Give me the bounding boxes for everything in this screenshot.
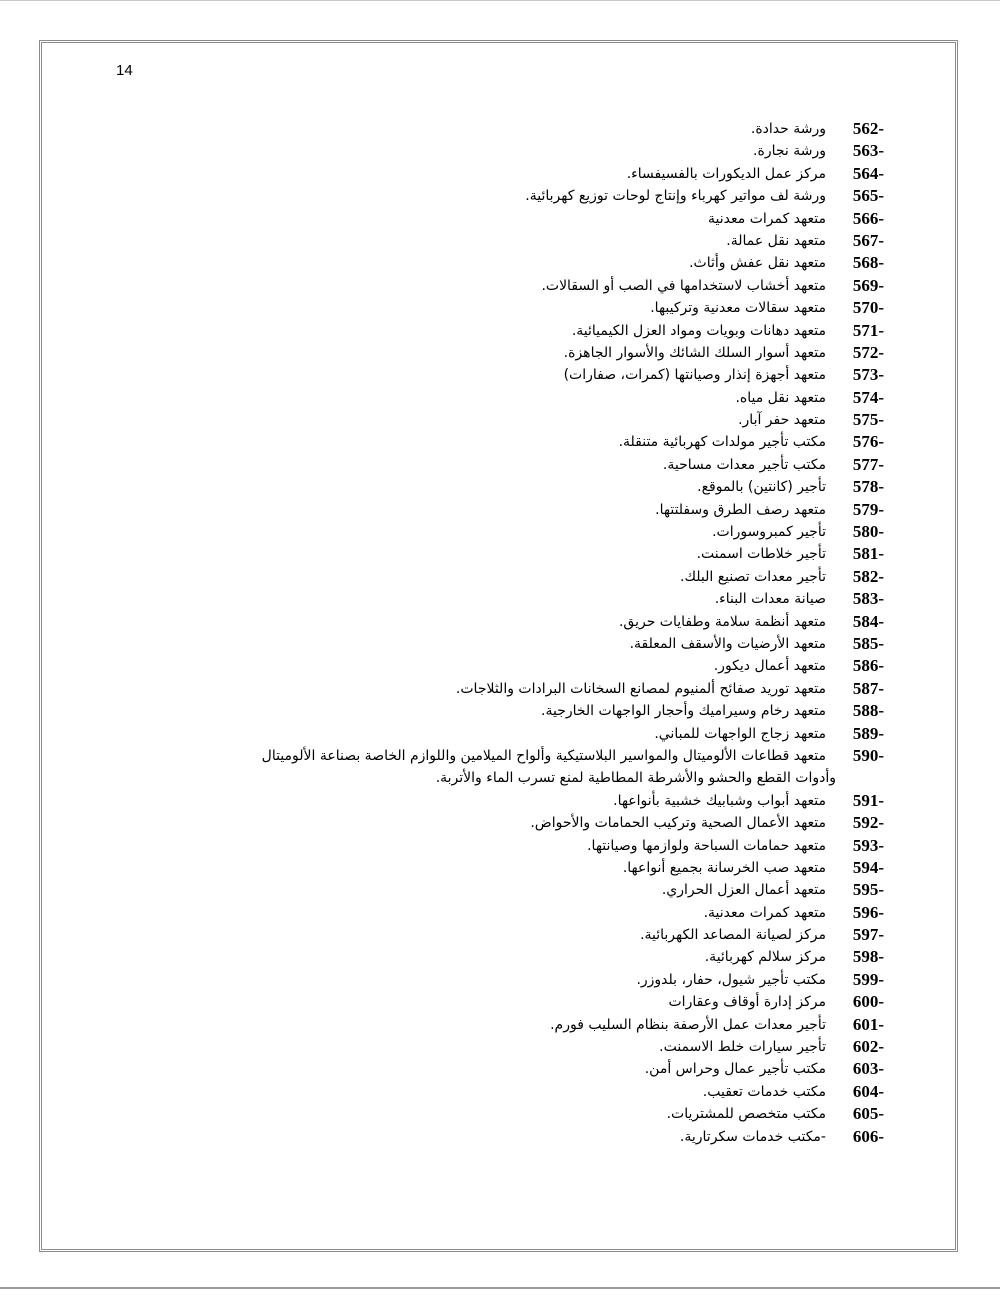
item-number: 603- [852,1059,884,1079]
item-text: متعهد أنظمة سلامة وطفايات حريق. [618,613,826,630]
bottom-edge-rule [0,1287,1000,1289]
list-item [0,297,1000,319]
list-item [0,723,1000,745]
item-text: متعهد أعمال ديكور. [713,658,826,675]
item-text: مكتب تأجير عمال وحراس أمن. [644,1061,826,1078]
item-text: مكتب تأجير معدات مساحية. [662,456,826,473]
item-number: 582- [852,566,884,586]
item-text: متعهد دهانات وبويات ومواد العزل الكيميائية. [571,322,826,339]
list-item [0,924,1000,946]
item-text: مركز عمل الديكورات بالفسيفساء. [626,165,826,182]
list-item [0,431,1000,453]
item-number: 589- [852,723,884,743]
item-number: 599- [852,969,884,989]
list-item [0,387,1000,409]
item-number: 577- [852,454,884,474]
list-item [0,1058,1000,1080]
list-item [0,252,1000,274]
item-number: 587- [852,678,884,698]
list-item [0,499,1000,521]
item-number: 573- [852,365,884,385]
item-number: 574- [852,387,884,407]
item-text: متعهد سقالات معدنية وتركيبها. [650,300,826,317]
item-number: 575- [852,410,884,430]
item-text: ورشة لف مواتير كهرباء وإنتاج لوحات توزيع كهربائية. [525,188,826,205]
item-text-line-1: متعهد قطاعات الألوميتال والمواسير البلاستيكية وألواح الميلامين واللوازم الخاصة بصناعة الألوميتال [261,747,826,764]
item-text: متعهد أبواب وشبابيك خشبية بأنواعها. [613,792,826,809]
item-text: متعهد حمامات السباحة ولوازمها وصيانتها. [587,837,826,854]
list-item [0,969,1000,991]
item-text: مركز لصيانة المصاعد الكهربائية. [640,927,826,944]
list-item [0,118,1000,140]
item-number: 570- [852,298,884,318]
item-number: 572- [852,342,884,362]
item-text: متعهد رخام وسيراميك وأحجار الواجهات الخارجية. [541,703,826,720]
top-edge-rule [0,0,1000,1]
list-item [0,163,1000,185]
item-number: 598- [852,947,884,967]
item-text: متعهد توريد صفائح ألمنيوم لمصانع السخانات البرادات والثلاجات. [455,680,826,697]
list-item [0,611,1000,633]
item-text: متعهد نقل عمالة. [726,232,826,249]
item-text: تأجير معدات عمل الأرصفة بنظام السليب فورم. [550,1016,826,1033]
list-item [0,543,1000,565]
item-text: تأجير كمبروسورات. [712,524,826,541]
list-item [0,342,1000,364]
item-text: متعهد نقل عفش وأثاث. [689,255,826,272]
item-text: متعهد أعمال العزل الحراري. [661,882,826,899]
item-text: ورشة نجارة. [753,143,826,160]
item-text: صيانة معدات البناء. [714,591,826,608]
list-item [0,790,1000,812]
item-text: تأجير خلاطات اسمنت. [696,546,826,563]
item-text: تأجير سيارات خلط الاسمنت. [659,1039,826,1056]
page-number: 14 [116,62,133,79]
item-number: 583- [852,589,884,609]
item-number: 586- [852,656,884,676]
item-number: 564- [852,163,884,183]
list-item [0,454,1000,476]
item-number: 592- [852,813,884,833]
list-item [0,588,1000,610]
item-number: 600- [852,992,884,1012]
item-text: مكتب خدمات تعقيب. [702,1083,826,1100]
item-text: -مكتب خدمات سكرتارية. [679,1128,826,1145]
list-item [0,476,1000,498]
item-number: 580- [852,522,884,542]
item-number: 601- [852,1014,884,1034]
item-text: متعهد زجاج الواجهات للمباني. [654,725,826,742]
item-text: متعهد أجهزة إنذار وصيانتها (كمرات، صفارات) [563,367,826,384]
list-item [0,991,1000,1013]
item-text: مكتب تأجير شيول، حفار، بلدوزر. [636,971,826,988]
list-item [0,521,1000,543]
item-text: متعهد حفر آبار. [738,412,826,429]
item-number: 605- [852,1104,884,1124]
list-item [0,700,1000,722]
list-item [0,678,1000,700]
item-number: 571- [852,320,884,340]
item-number: 562- [852,119,884,138]
item-number: 591- [852,790,884,810]
item-text: مكتب تأجير مولدات كهربائية متنقلة. [618,434,826,451]
item-text: مركز إدارة أوقاف وعقارات [668,994,826,1011]
list-item [0,1014,1000,1036]
item-number: 563- [852,141,884,161]
item-number: 590- [852,745,884,765]
list-item [0,320,1000,342]
list-item [0,185,1000,207]
item-text: ورشة حدادة. [750,121,826,137]
activity-list [0,118,1000,1148]
item-text-line-2: وأدوات القطع والحشو والأشرطة المطاطية لمنع تسرب الماء والأتربة. [435,770,836,787]
list-item [0,140,1000,162]
item-number: 569- [852,275,884,295]
item-number: 588- [852,701,884,721]
item-number: 581- [852,544,884,564]
item-number: 595- [852,880,884,900]
item-text: تأجير معدات تصنيع البلك. [680,568,826,585]
item-text: متعهد الأرضيات والأسقف المعلقة. [629,635,826,652]
item-text: متعهد رصف الطرق وسفلتتها. [655,501,826,518]
list-item [0,902,1000,924]
item-text: متعهد الأعمال الصحية وتركيب الحمامات والأحواض. [530,815,826,832]
item-text [261,745,836,790]
item-number: 576- [852,432,884,452]
item-number: 566- [852,208,884,228]
item-text: متعهد كمرات معدنية. [703,904,826,921]
list-item [0,275,1000,297]
list-item [0,633,1000,655]
item-number: 578- [852,477,884,497]
list-item [0,857,1000,879]
list-item [0,946,1000,968]
item-number: 584- [852,611,884,631]
item-number: 597- [852,925,884,945]
list-item [0,1081,1000,1103]
list-item [0,879,1000,901]
item-text: متعهد صب الخرسانة بجميع أنواعها. [622,859,826,876]
list-item [0,409,1000,431]
list-item [0,745,1000,790]
list-item [0,812,1000,834]
list-item [0,1126,1000,1148]
item-number: 579- [852,499,884,519]
item-number: 606- [852,1126,884,1146]
item-number: 596- [852,902,884,922]
item-text: متعهد أخشاب لاستخدامها في الصب أو السقالات. [541,277,826,294]
list-item [0,655,1000,677]
item-text: متعهد نقل مياه. [735,389,826,406]
list-item [0,208,1000,230]
list-item [0,1103,1000,1125]
item-text: مركز سلالم كهربائية. [704,949,826,966]
list-item [0,230,1000,252]
item-number: 604- [852,1081,884,1101]
item-number: 568- [852,253,884,273]
item-text: تأجير (كانتين) بالموقع. [697,479,826,496]
list-item [0,566,1000,588]
list-item [0,835,1000,857]
item-number: 567- [852,230,884,250]
item-text: مكتب متخصص للمشتريات. [666,1106,826,1123]
item-number: 585- [852,633,884,653]
item-text: متعهد أسوار السلك الشائك والأسوار الجاهزة. [563,344,826,361]
item-number: 593- [852,835,884,855]
item-number: 594- [852,857,884,877]
list-item [0,364,1000,386]
item-number: 565- [852,186,884,206]
item-text: متعهد كمرات معدنية [708,210,826,227]
item-number: 602- [852,1037,884,1057]
list-item [0,1036,1000,1058]
